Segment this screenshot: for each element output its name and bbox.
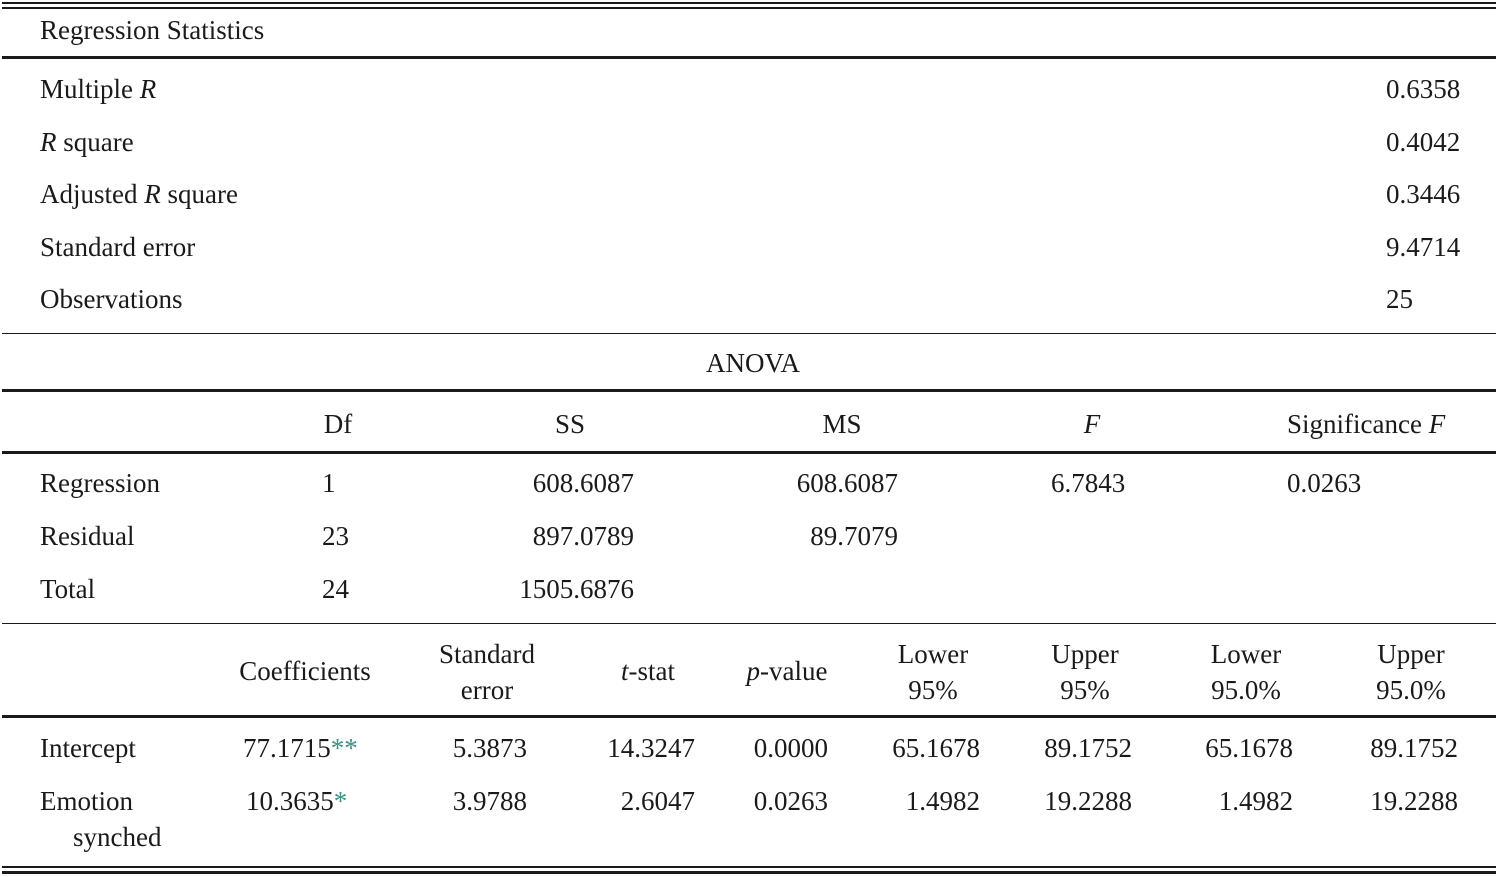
anova-header-ms: MS bbox=[822, 409, 862, 439]
coef-cell-lower-95: 1.4982 bbox=[905, 786, 980, 816]
coef-cell-coefficient: 77.1715** bbox=[243, 733, 358, 763]
anova-row-label: Regression bbox=[40, 468, 160, 498]
anova-row-label: Total bbox=[40, 574, 96, 604]
stat-label-standard-error: Standard error bbox=[40, 232, 196, 262]
coef-cell-standard-error: 3.9788 bbox=[452, 786, 527, 816]
coef-cell-lower-95-0: 65.1678 bbox=[1205, 733, 1293, 763]
coef-cell-t-stat: 2.6047 bbox=[620, 786, 695, 816]
coef-header-coefficients: Coefficients bbox=[239, 656, 371, 686]
coef-cell-upper-95-0: 19.2288 bbox=[1370, 786, 1458, 816]
coef-row-label-continuation: synched bbox=[73, 822, 162, 852]
coef-header-t-stat: t-stat bbox=[620, 656, 675, 686]
coef-cell-lower-95: 65.1678 bbox=[892, 733, 980, 763]
stat-label-observations: Observations bbox=[40, 284, 183, 314]
significance-stars: * bbox=[333, 786, 348, 816]
anova-header-significance-f: Significance F bbox=[1287, 409, 1446, 439]
top-rule-thin bbox=[2, 2, 1496, 4]
coef-header-upper-95-0: Upper 95.0% bbox=[1376, 639, 1446, 705]
anova-cell-df: 1 bbox=[322, 468, 336, 498]
bottom-rule-thin bbox=[2, 866, 1496, 868]
anova-cell-ss: 897.0789 bbox=[532, 521, 634, 551]
coef-header-standard-error: Standard error bbox=[439, 639, 535, 705]
stat-value-standard-error: 9.4714 bbox=[1386, 232, 1461, 262]
coef-cell-upper-95: 89.1752 bbox=[1044, 733, 1132, 763]
anova-title-rule bbox=[2, 389, 1496, 392]
coef-header-rule bbox=[2, 715, 1496, 718]
anova-cell-df: 24 bbox=[322, 574, 349, 604]
stat-value-observations: 25 bbox=[1386, 284, 1413, 314]
regression-statistics-title: Regression Statistics bbox=[40, 15, 265, 45]
anova-cell-ms: 89.7079 bbox=[810, 521, 898, 551]
anova-cell-df: 23 bbox=[322, 521, 349, 551]
anova-cell-ss: 608.6087 bbox=[532, 468, 634, 498]
anova-header-ss: SS bbox=[554, 409, 586, 439]
coef-header-lower-95: Lower 95% bbox=[897, 639, 969, 705]
coef-row-label: Emotion bbox=[40, 786, 133, 816]
coef-cell-standard-error: 5.3873 bbox=[452, 733, 527, 763]
bottom-rule-thick bbox=[2, 871, 1496, 874]
coef-cell-p-value: 0.0263 bbox=[753, 786, 828, 816]
coef-header-lower-95-0: Lower 95.0% bbox=[1210, 639, 1282, 705]
coef-cell-lower-95-0: 1.4982 bbox=[1218, 786, 1293, 816]
stat-label-adjusted-r-square: Adjusted R square bbox=[40, 179, 238, 209]
anova-header-rule bbox=[2, 451, 1496, 454]
stat-label-r-square: R square bbox=[40, 127, 134, 157]
anova-cell-ms: 608.6087 bbox=[796, 468, 898, 498]
stat-value-multiple-r: 0.6358 bbox=[1386, 74, 1461, 104]
coef-cell-upper-95-0: 89.1752 bbox=[1370, 733, 1458, 763]
anova-cell-f: 6.7843 bbox=[1051, 468, 1126, 498]
stat-value-r-square: 0.4042 bbox=[1386, 127, 1461, 157]
stat-label-multiple-r: Multiple R bbox=[40, 74, 157, 104]
anova-header-df: Df bbox=[323, 409, 353, 439]
coef-row-label: Intercept bbox=[40, 733, 136, 763]
coef-header-p-value: p-value bbox=[746, 656, 828, 686]
stats-header-rule bbox=[2, 56, 1496, 59]
coef-header-upper-95: Upper 95% bbox=[1051, 639, 1119, 705]
stats-bottom-rule bbox=[2, 333, 1496, 334]
coef-cell-upper-95: 19.2288 bbox=[1044, 786, 1132, 816]
anova-bottom-rule bbox=[2, 623, 1496, 624]
coef-cell-coefficient: 10.3635* bbox=[246, 786, 348, 816]
anova-row-label: Residual bbox=[40, 521, 135, 551]
anova-header-f: F bbox=[1083, 409, 1101, 439]
anova-cell-ss: 1505.6876 bbox=[519, 574, 634, 604]
top-rule-thick bbox=[2, 7, 1496, 9]
coef-cell-p-value: 0.0000 bbox=[753, 733, 828, 763]
stat-value-adjusted-r-square: 0.3446 bbox=[1386, 179, 1461, 209]
significance-stars: ** bbox=[330, 733, 358, 763]
anova-title: ANOVA bbox=[705, 348, 800, 378]
anova-cell-significance: 0.0263 bbox=[1287, 468, 1362, 498]
coef-cell-t-stat: 14.3247 bbox=[607, 733, 695, 763]
